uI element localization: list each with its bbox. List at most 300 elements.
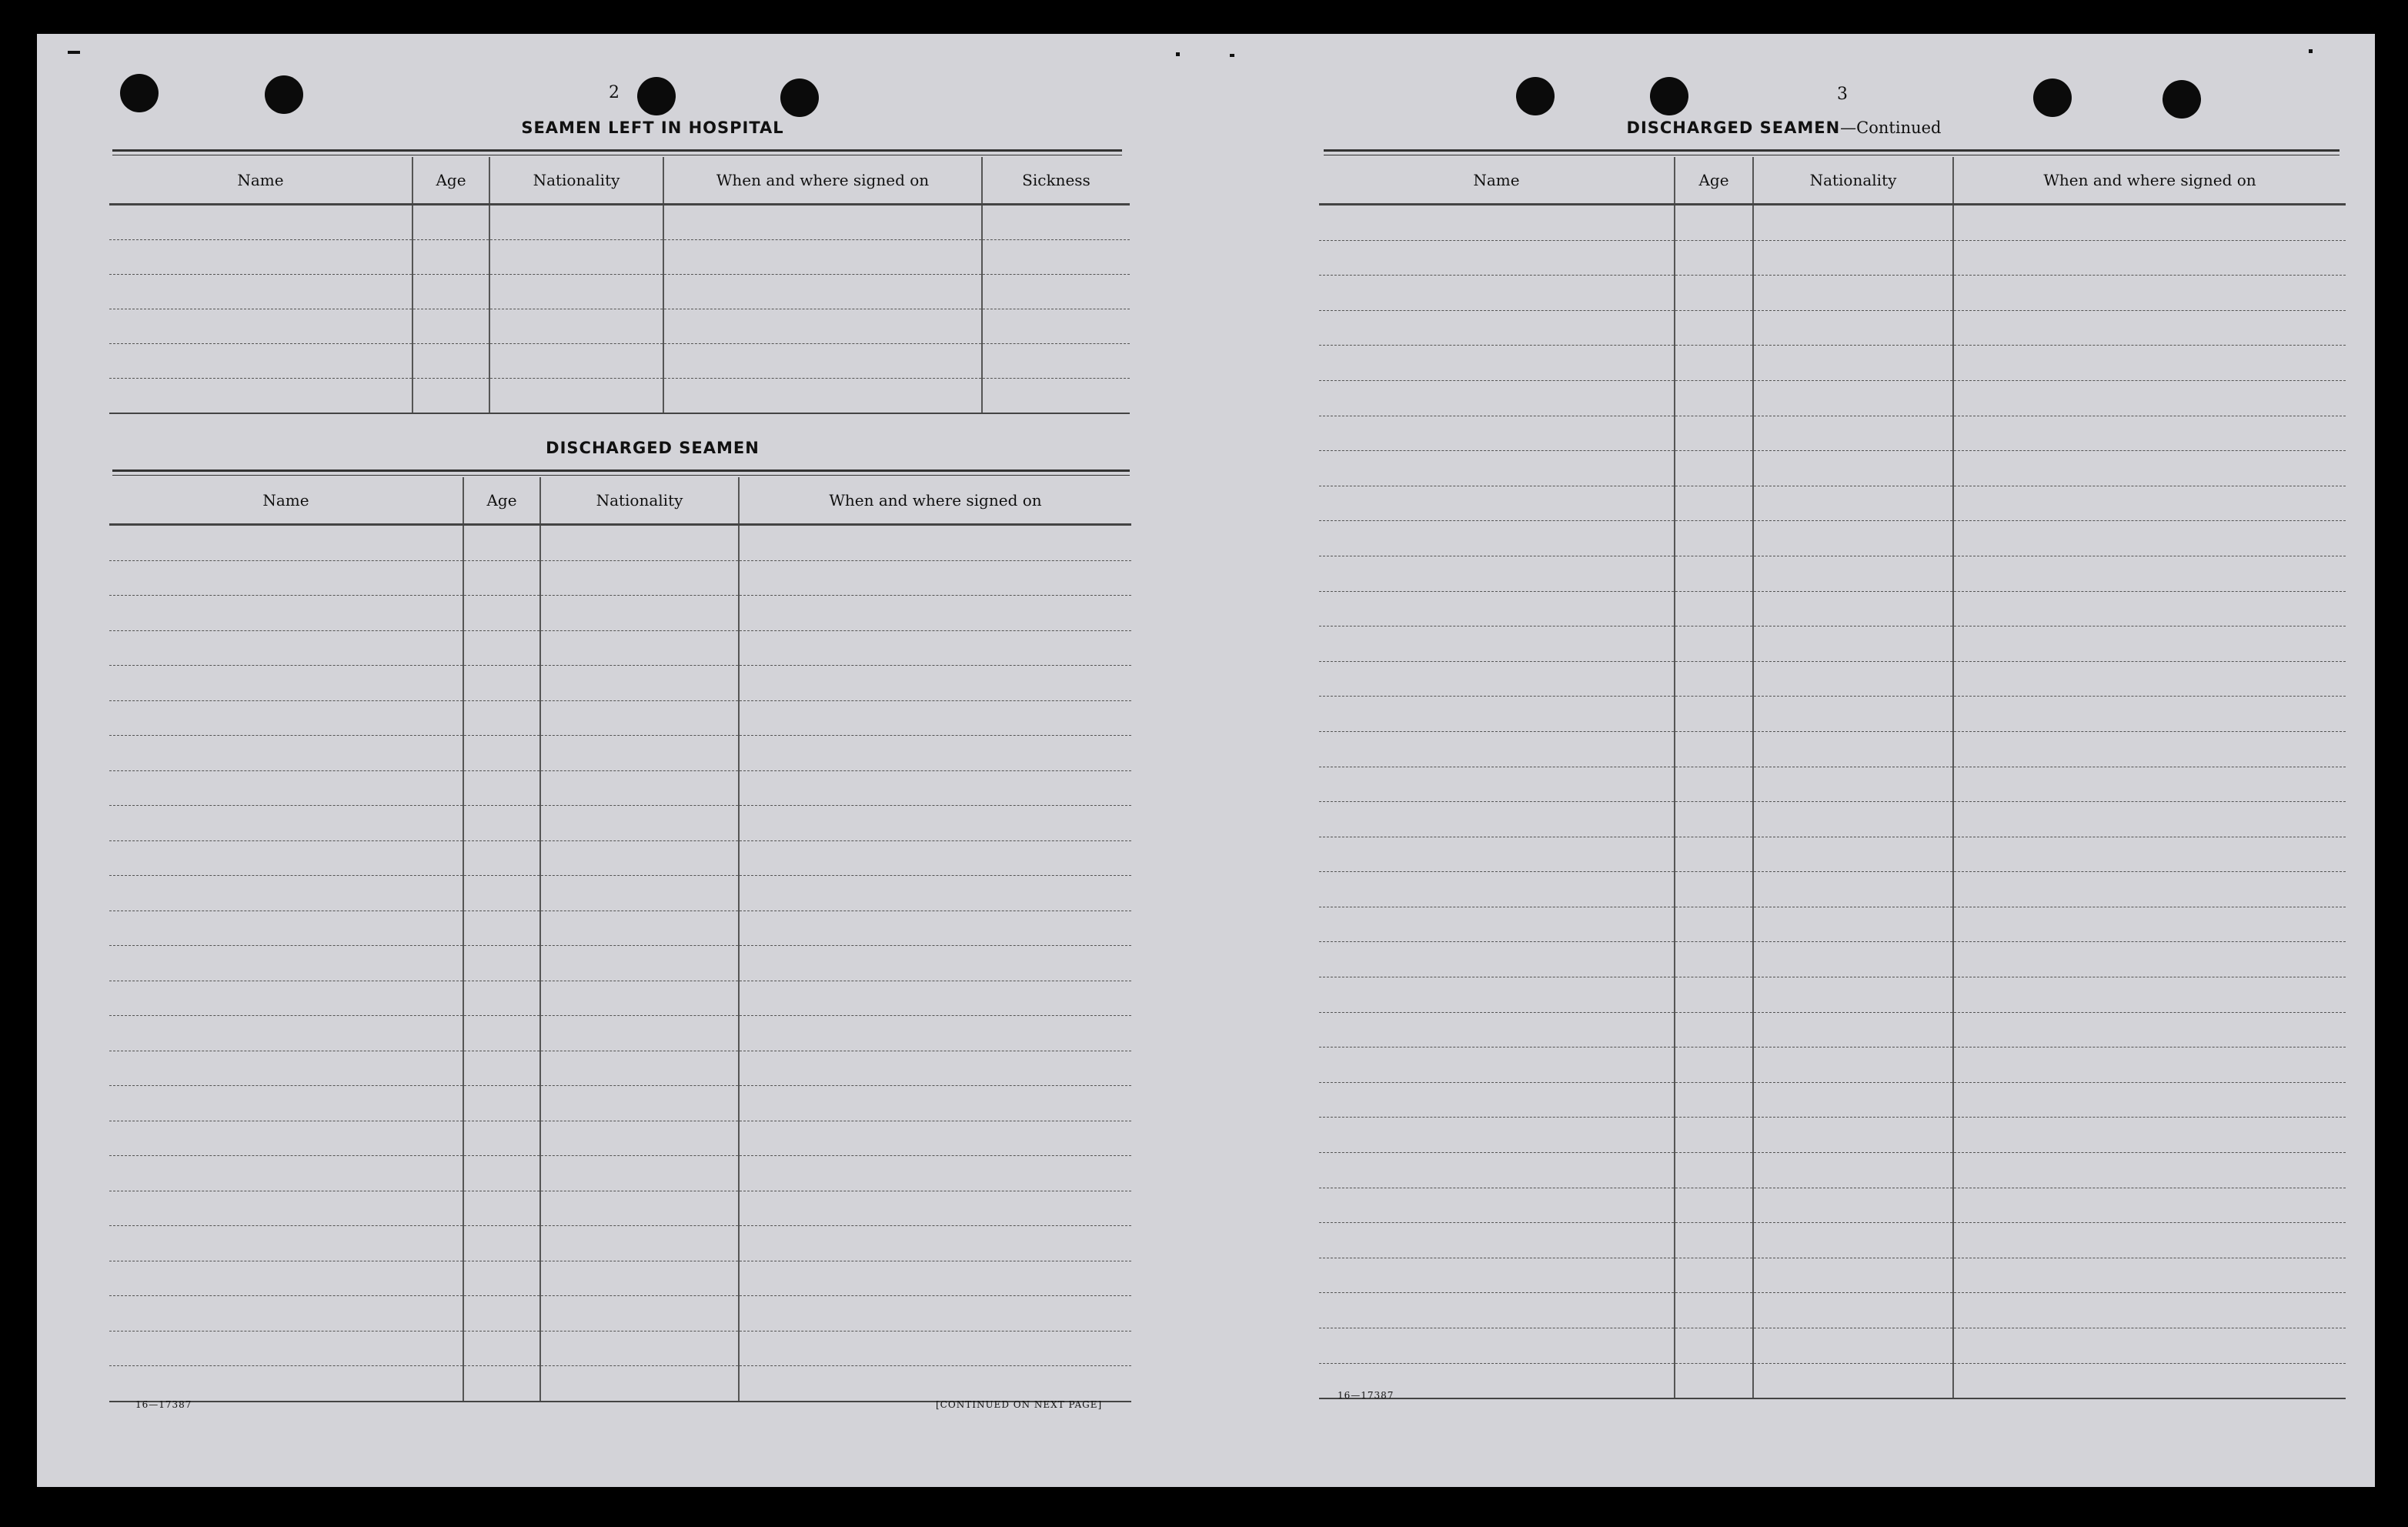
table-cell[interactable] — [1753, 556, 1953, 591]
table-cell[interactable] — [1753, 1118, 1953, 1153]
table-cell[interactable] — [739, 525, 1131, 561]
table-cell[interactable] — [1675, 1223, 1753, 1258]
table-row — [1319, 907, 2346, 942]
table-cell[interactable] — [663, 309, 982, 344]
table-cell[interactable] — [663, 379, 982, 414]
table-cell[interactable] — [1319, 380, 1675, 416]
table-cell[interactable] — [540, 596, 739, 631]
table-cell[interactable] — [1319, 1258, 1675, 1293]
table-cell[interactable] — [1319, 697, 1675, 732]
table-cell[interactable] — [1319, 521, 1675, 556]
table-cell[interactable] — [109, 205, 412, 240]
table-cell[interactable] — [540, 560, 739, 596]
table-row — [109, 560, 1131, 596]
table-cell[interactable] — [109, 911, 463, 946]
table-cell[interactable] — [1953, 416, 2346, 451]
table-cell[interactable] — [109, 1121, 463, 1156]
table-cell[interactable] — [1319, 627, 1675, 662]
table-cell[interactable] — [663, 344, 982, 379]
table-cell[interactable] — [1675, 942, 1753, 977]
table-cell[interactable] — [1953, 942, 2346, 977]
table-cell[interactable] — [739, 876, 1131, 911]
table-cell[interactable] — [1675, 1293, 1753, 1328]
table-cell[interactable] — [1319, 591, 1675, 627]
table-cell[interactable] — [1953, 1223, 2346, 1258]
table-cell[interactable] — [739, 666, 1131, 701]
table-cell[interactable] — [109, 560, 463, 596]
table-cell[interactable] — [463, 1016, 540, 1051]
table-cell[interactable] — [540, 1086, 739, 1121]
continued-note: [CONTINUED ON NEXT PAGE] — [936, 1399, 1103, 1410]
table-cell[interactable] — [540, 736, 739, 771]
table-cell[interactable] — [463, 946, 540, 981]
table-cell[interactable] — [109, 770, 463, 806]
table-cell[interactable] — [109, 240, 412, 275]
table-cell[interactable] — [1675, 451, 1753, 486]
table-cell[interactable] — [1953, 451, 2346, 486]
table-cell[interactable] — [540, 666, 739, 701]
table-cell[interactable] — [540, 1296, 739, 1332]
table-cell[interactable] — [1319, 661, 1675, 697]
table-cell[interactable] — [1319, 1223, 1675, 1258]
table-cell[interactable] — [1753, 1048, 1953, 1083]
table-cell[interactable] — [1675, 205, 1753, 241]
table-cell[interactable] — [109, 840, 463, 876]
table-cell[interactable] — [1953, 276, 2346, 311]
table-cell[interactable] — [1953, 661, 2346, 697]
table-cell[interactable] — [1319, 416, 1675, 451]
table-cell[interactable] — [1753, 1328, 1953, 1364]
table-cell[interactable] — [1953, 380, 2346, 416]
column-header-signed-on: When and where signed on — [739, 477, 1131, 525]
table-cell[interactable] — [739, 630, 1131, 666]
table-cell[interactable] — [1953, 1328, 2346, 1364]
table-cell[interactable] — [1675, 697, 1753, 732]
table-cell[interactable] — [739, 736, 1131, 771]
table-cell[interactable] — [1753, 977, 1953, 1013]
table-cell[interactable] — [1319, 1082, 1675, 1118]
table-cell[interactable] — [982, 240, 1130, 275]
table-cell[interactable] — [463, 700, 540, 736]
table-cell[interactable] — [109, 596, 463, 631]
table-row — [1319, 310, 2346, 346]
table-cell[interactable] — [540, 806, 739, 841]
table-cell[interactable] — [1675, 661, 1753, 697]
table-cell[interactable] — [1953, 591, 2346, 627]
table-cell[interactable] — [1675, 872, 1753, 907]
table-cell[interactable] — [463, 876, 540, 911]
table-cell[interactable] — [109, 1366, 463, 1402]
table-cell[interactable] — [1753, 486, 1953, 521]
table-cell[interactable] — [1319, 1012, 1675, 1048]
table-cell[interactable] — [1753, 872, 1953, 907]
table-cell[interactable] — [540, 1191, 739, 1226]
table-cell[interactable] — [1953, 1048, 2346, 1083]
table-cell[interactable] — [982, 205, 1130, 240]
table-cell[interactable] — [463, 1191, 540, 1226]
table-cell[interactable] — [1675, 731, 1753, 767]
table-cell[interactable] — [1675, 767, 1753, 802]
table-cell[interactable] — [1953, 1153, 2346, 1188]
table-cell[interactable] — [1953, 697, 2346, 732]
table-cell[interactable] — [1675, 521, 1753, 556]
table-row — [109, 981, 1131, 1016]
table-cell[interactable] — [1753, 346, 1953, 381]
table-cell[interactable] — [1953, 521, 2346, 556]
table-row — [109, 240, 1130, 275]
table-cell[interactable] — [1319, 451, 1675, 486]
table-cell[interactable] — [1753, 380, 1953, 416]
table-cell[interactable] — [1319, 802, 1675, 837]
table-cell[interactable] — [489, 205, 663, 240]
table-row — [1319, 556, 2346, 591]
table-cell[interactable] — [109, 1051, 463, 1086]
table-cell[interactable] — [540, 770, 739, 806]
table-cell[interactable] — [1675, 1118, 1753, 1153]
table-cell[interactable] — [109, 630, 463, 666]
table-cell[interactable] — [489, 309, 663, 344]
table-cell[interactable] — [1753, 310, 1953, 346]
table-cell[interactable] — [1675, 240, 1753, 276]
table-cell[interactable] — [1953, 627, 2346, 662]
table-cell[interactable] — [1319, 276, 1675, 311]
table-row — [1319, 240, 2346, 276]
table-cell[interactable] — [1753, 1082, 1953, 1118]
table-cell[interactable] — [739, 770, 1131, 806]
table-cell[interactable] — [1675, 837, 1753, 872]
table-row — [109, 1016, 1131, 1051]
table-cell[interactable] — [463, 1121, 540, 1156]
table-cell[interactable] — [1953, 240, 2346, 276]
table-cell[interactable] — [540, 911, 739, 946]
table-cell[interactable] — [1319, 1118, 1675, 1153]
table-cell[interactable] — [1753, 276, 1953, 311]
table-cell[interactable] — [982, 275, 1130, 309]
table-cell[interactable] — [463, 911, 540, 946]
table-cell[interactable] — [1675, 486, 1753, 521]
table-cell[interactable] — [739, 1226, 1131, 1261]
table-cell[interactable] — [739, 1191, 1131, 1226]
table-cell[interactable] — [489, 275, 663, 309]
table-cell[interactable] — [1753, 731, 1953, 767]
table-cell[interactable] — [1675, 627, 1753, 662]
table-cell[interactable] — [1319, 1293, 1675, 1328]
table-cell[interactable] — [1953, 1258, 2346, 1293]
table-cell[interactable] — [540, 840, 739, 876]
table-cell[interactable] — [412, 275, 489, 309]
table-cell[interactable] — [1953, 310, 2346, 346]
table-cell[interactable] — [109, 344, 412, 379]
table-cell[interactable] — [1675, 416, 1753, 451]
table-cell[interactable] — [1953, 731, 2346, 767]
table-cell[interactable] — [1753, 627, 1953, 662]
table-cell[interactable] — [540, 1331, 739, 1366]
table-cell[interactable] — [463, 525, 540, 561]
document-sheet — [37, 34, 2375, 1487]
table-cell[interactable] — [109, 1016, 463, 1051]
table-cell[interactable] — [463, 596, 540, 631]
table-cell[interactable] — [1319, 556, 1675, 591]
table-cell[interactable] — [412, 379, 489, 414]
table-cell[interactable] — [1675, 1082, 1753, 1118]
table-cell[interactable] — [540, 1051, 739, 1086]
page-number: 3 — [1837, 85, 1848, 104]
table-cell[interactable] — [109, 275, 412, 309]
table-cell[interactable] — [1953, 977, 2346, 1013]
table-cell[interactable] — [1753, 205, 1953, 241]
table-cell[interactable] — [412, 309, 489, 344]
table-cell[interactable] — [739, 1331, 1131, 1366]
table-cell[interactable] — [1319, 1048, 1675, 1083]
table-cell[interactable] — [1675, 977, 1753, 1013]
table-row — [109, 876, 1131, 911]
table-row — [1319, 1223, 2346, 1258]
table-cell[interactable] — [1675, 802, 1753, 837]
table-cell[interactable] — [463, 1331, 540, 1366]
table-cell[interactable] — [463, 770, 540, 806]
table-cell[interactable] — [739, 911, 1131, 946]
table-cell[interactable] — [1675, 310, 1753, 346]
column-header-age: Age — [412, 157, 489, 205]
table-cell[interactable] — [109, 1226, 463, 1261]
table-cell[interactable] — [463, 981, 540, 1016]
table-cell[interactable] — [982, 309, 1130, 344]
table-cell[interactable] — [540, 1261, 739, 1296]
table-cell[interactable] — [982, 379, 1130, 414]
table-cell[interactable] — [739, 840, 1131, 876]
table-cell[interactable] — [109, 700, 463, 736]
punch-hole — [2163, 80, 2201, 119]
table-cell[interactable] — [1319, 977, 1675, 1013]
table-cell[interactable] — [109, 806, 463, 841]
table-cell[interactable] — [1675, 276, 1753, 311]
table-cell[interactable] — [1953, 1293, 2346, 1328]
table-cell[interactable] — [1753, 802, 1953, 837]
table-cell[interactable] — [1319, 767, 1675, 802]
table-cell[interactable] — [1675, 1153, 1753, 1188]
table-cell[interactable] — [1319, 907, 1675, 942]
punch-hole — [265, 75, 303, 114]
table-cell[interactable] — [1319, 872, 1675, 907]
table-cell[interactable] — [109, 1331, 463, 1366]
column-header-nationality: Nationality — [1753, 157, 1953, 205]
table-cell[interactable] — [739, 1051, 1131, 1086]
table-cell[interactable] — [489, 344, 663, 379]
table-cell[interactable] — [412, 240, 489, 275]
table-cell[interactable] — [109, 309, 412, 344]
table-cell[interactable] — [1319, 942, 1675, 977]
table-cell[interactable] — [463, 1226, 540, 1261]
table-cell[interactable] — [412, 344, 489, 379]
table-cell[interactable] — [1953, 1012, 2346, 1048]
table-cell[interactable] — [739, 700, 1131, 736]
table-cell[interactable] — [1319, 205, 1675, 241]
column-header-name: Name — [109, 157, 412, 205]
table-cell[interactable] — [739, 560, 1131, 596]
table-cell[interactable] — [1319, 731, 1675, 767]
table-cell[interactable] — [540, 1156, 739, 1191]
table-cell[interactable] — [109, 876, 463, 911]
table-cell[interactable] — [1675, 1363, 1753, 1398]
table-cell[interactable] — [1753, 907, 1953, 942]
table-cell[interactable] — [540, 946, 739, 981]
table-cell[interactable] — [739, 1366, 1131, 1402]
table-row — [1319, 1188, 2346, 1223]
table-cell[interactable] — [982, 344, 1130, 379]
table-cell[interactable] — [1319, 240, 1675, 276]
table-cell[interactable] — [1319, 837, 1675, 872]
table-cell[interactable] — [463, 736, 540, 771]
table-cell[interactable] — [489, 240, 663, 275]
table-cell[interactable] — [463, 560, 540, 596]
table-cell[interactable] — [1953, 837, 2346, 872]
table-cell[interactable] — [463, 1296, 540, 1332]
table-cell[interactable] — [1753, 1363, 1953, 1398]
table-cell[interactable] — [540, 876, 739, 911]
left-page — [37, 34, 1191, 1487]
table-cell[interactable] — [739, 1296, 1131, 1332]
column-header-sickness: Sickness — [982, 157, 1130, 205]
table-cell[interactable] — [739, 1086, 1131, 1121]
table-cell[interactable] — [1753, 942, 1953, 977]
table-cell[interactable] — [489, 379, 663, 414]
punch-hole — [120, 74, 159, 112]
table-cell[interactable] — [412, 205, 489, 240]
table-cell[interactable] — [1675, 1048, 1753, 1083]
table-cell[interactable] — [663, 275, 982, 309]
table-cell[interactable] — [1953, 1363, 2346, 1398]
table-cell[interactable] — [663, 205, 982, 240]
table-cell[interactable] — [1319, 1153, 1675, 1188]
table-cell[interactable] — [109, 736, 463, 771]
table-cell[interactable] — [109, 1086, 463, 1121]
table-cell[interactable] — [1675, 1258, 1753, 1293]
table-cell[interactable] — [540, 525, 739, 561]
table-cell[interactable] — [1675, 556, 1753, 591]
table-row — [109, 309, 1130, 344]
table-cell[interactable] — [663, 240, 982, 275]
table-cell[interactable] — [1753, 416, 1953, 451]
scan-speck — [1230, 54, 1234, 57]
table-cell[interactable] — [463, 806, 540, 841]
table-cell[interactable] — [1319, 310, 1675, 346]
scan-speck — [1176, 52, 1180, 56]
table-cell[interactable] — [1953, 346, 2346, 381]
table-cell[interactable] — [1675, 1188, 1753, 1223]
table-cell[interactable] — [1319, 1188, 1675, 1223]
table-cell[interactable] — [109, 946, 463, 981]
table-cell[interactable] — [739, 1261, 1131, 1296]
table-cell[interactable] — [1319, 486, 1675, 521]
table-cell[interactable] — [739, 946, 1131, 981]
table-cell[interactable] — [1953, 1118, 2346, 1153]
table-cell[interactable] — [1953, 556, 2346, 591]
scan-speck — [68, 51, 80, 54]
table-row — [1319, 661, 2346, 697]
table-row — [109, 379, 1130, 414]
title-rule-thin — [112, 475, 1130, 476]
table-cell[interactable] — [1753, 767, 1953, 802]
table-row — [109, 1191, 1131, 1226]
table-cell[interactable] — [1953, 486, 2346, 521]
table-cell[interactable] — [1953, 767, 2346, 802]
table-cell[interactable] — [463, 1156, 540, 1191]
table-cell[interactable] — [1953, 1082, 2346, 1118]
table-cell[interactable] — [463, 1366, 540, 1402]
table-cell[interactable] — [1753, 1012, 1953, 1048]
table-cell[interactable] — [540, 1121, 739, 1156]
table-cell[interactable] — [1953, 1188, 2346, 1223]
table-cell[interactable] — [739, 981, 1131, 1016]
table-cell[interactable] — [739, 1156, 1131, 1191]
table-cell[interactable] — [739, 596, 1131, 631]
table-cell[interactable] — [1319, 346, 1675, 381]
table-cell[interactable] — [109, 525, 463, 561]
table-cell[interactable] — [1319, 1328, 1675, 1364]
table-cell[interactable] — [1675, 591, 1753, 627]
table-row — [1319, 591, 2346, 627]
table-cell[interactable] — [540, 1226, 739, 1261]
table-row — [1319, 486, 2346, 521]
table-cell[interactable] — [1753, 1258, 1953, 1293]
table-cell[interactable] — [109, 379, 412, 414]
table-cell[interactable] — [540, 700, 739, 736]
table-cell[interactable] — [109, 1156, 463, 1191]
table-cell[interactable] — [540, 1016, 739, 1051]
table-cell[interactable] — [463, 630, 540, 666]
table-row — [109, 1156, 1131, 1191]
table-cell[interactable] — [1753, 697, 1953, 732]
table-cell[interactable] — [1753, 1153, 1953, 1188]
table-cell[interactable] — [540, 981, 739, 1016]
table-cell[interactable] — [1953, 907, 2346, 942]
table-cell[interactable] — [463, 1261, 540, 1296]
table-cell[interactable] — [1753, 240, 1953, 276]
table-cell[interactable] — [1953, 872, 2346, 907]
table-cell[interactable] — [739, 806, 1131, 841]
table-cell[interactable] — [463, 666, 540, 701]
table-cell[interactable] — [1953, 802, 2346, 837]
table-cell[interactable] — [109, 1261, 463, 1296]
table-cell[interactable] — [1753, 837, 1953, 872]
table-cell[interactable] — [1953, 205, 2346, 241]
table-cell[interactable] — [739, 1121, 1131, 1156]
table-cell[interactable] — [109, 1296, 463, 1332]
table-cell[interactable] — [1753, 591, 1953, 627]
table-cell[interactable] — [1753, 451, 1953, 486]
table-cell[interactable] — [463, 840, 540, 876]
table-row — [109, 1121, 1131, 1156]
table-cell[interactable] — [1675, 380, 1753, 416]
table-cell[interactable] — [109, 981, 463, 1016]
table-cell[interactable] — [540, 630, 739, 666]
table-cell[interactable] — [463, 1086, 540, 1121]
table-cell[interactable] — [1675, 907, 1753, 942]
table-cell[interactable] — [1675, 1328, 1753, 1364]
table-cell[interactable] — [463, 1051, 540, 1086]
table-cell[interactable] — [1675, 346, 1753, 381]
table-cell[interactable] — [1753, 1223, 1953, 1258]
table-cell[interactable] — [1753, 521, 1953, 556]
table-cell[interactable] — [1753, 1188, 1953, 1223]
table-cell[interactable] — [109, 666, 463, 701]
table-cell[interactable] — [540, 1366, 739, 1402]
table-cell[interactable] — [1675, 1012, 1753, 1048]
table-cell[interactable] — [1753, 661, 1953, 697]
table-cell[interactable] — [739, 1016, 1131, 1051]
table-cell[interactable] — [1753, 1293, 1953, 1328]
table-cell[interactable] — [109, 1191, 463, 1226]
